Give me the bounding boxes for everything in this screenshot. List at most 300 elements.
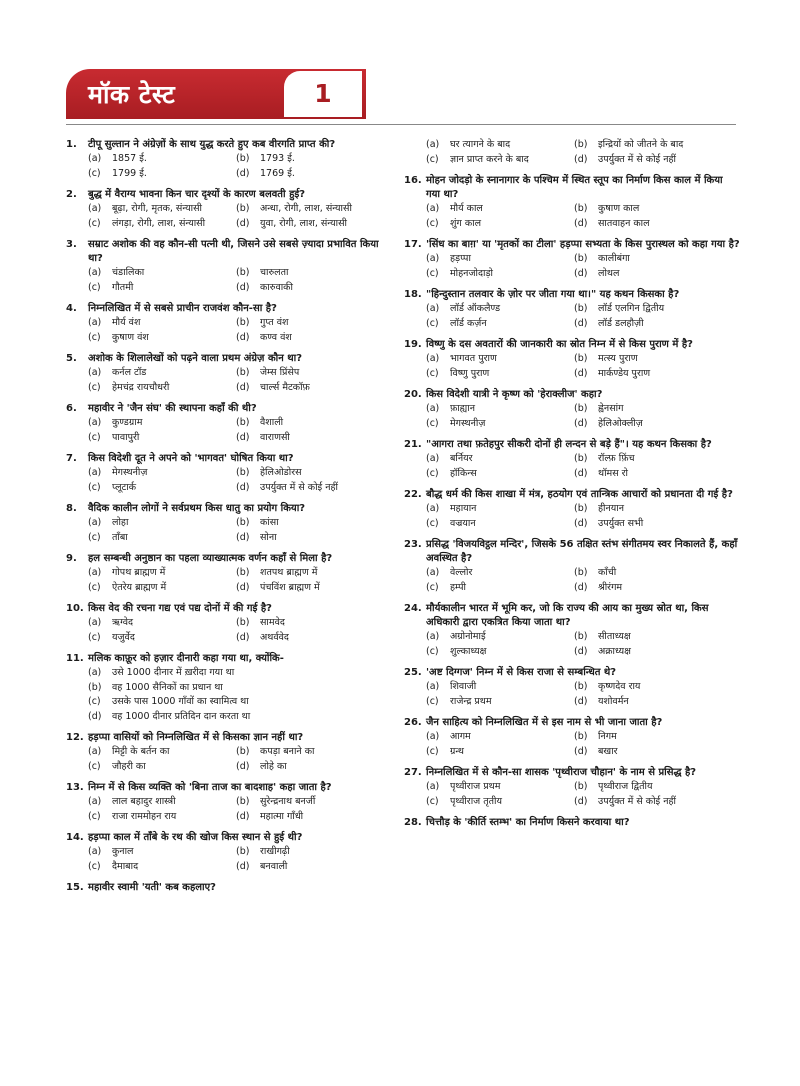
options-grid [88,745,396,774]
option-text: कुषाण काल [598,203,640,214]
question-item [404,716,740,759]
option-letter: (b) [236,567,250,578]
option-letter: (b) [236,517,250,528]
option-item [426,302,574,317]
option-letter: (a) [88,417,102,428]
option-letter: (d) [574,417,588,429]
question-text: 'अष्ट दिग्गज' निम्न में से किस राजा से सम्बन्धित थे? [426,667,617,678]
option-text: गौतमी [112,281,134,293]
option-item [426,417,574,432]
option-letter: (d) [574,695,588,707]
option-item [88,860,236,875]
option-text: उपर्युक्त में से कोई नहीं [598,795,676,807]
option-letter: (d) [574,517,588,529]
question-line [66,238,396,266]
question-number: 1. [66,139,77,150]
option-item [88,631,236,646]
question-item [66,352,396,395]
option-letter: (a) [88,367,102,378]
option-text: हड़प्पा [450,253,471,264]
option-item [236,431,396,446]
question-line [404,338,740,352]
option-item [236,760,396,775]
option-item [574,581,740,596]
question-line [404,602,740,630]
option-letter: (c) [88,431,101,443]
option-text: लंगड़ा, रोगी, लाश, संन्यासी [112,217,206,229]
option-item [574,730,740,745]
question-text: "आगरा तथा फ़तेहपुर सीकरी दोनों ही लन्दन से बड़े हैं"। यह कथन किसका है? [426,439,712,450]
option-text: लॉर्ड एलगिन द्वितीय [598,303,665,314]
question-number: 7. [66,453,77,464]
option-item [88,795,236,810]
option-item [88,281,236,296]
option-text: भागवत पुराण [450,353,497,364]
option-letter: (b) [236,153,250,164]
option-letter: (a) [426,567,440,578]
option-text: कपड़ा बनाने का [260,746,315,757]
option-letter: (d) [574,795,588,807]
option-letter: (d) [236,860,250,872]
question-item [66,552,396,595]
option-letter: (c) [426,367,439,379]
question-number: 25. [404,667,422,678]
option-letter: (b) [236,367,250,378]
test-header [66,69,366,119]
option-text: शुंग काल [450,217,482,229]
option-text: ह्वेनसांग [598,403,624,414]
option-text: पृथ्वीराज प्रथम [450,781,501,792]
question-line [404,238,740,252]
question-line [404,174,740,202]
question-line [404,288,740,302]
option-letter: (d) [574,217,588,229]
option-letter: (a) [426,453,440,464]
option-letter: (d) [236,760,250,772]
option-letter: (d) [236,810,250,822]
question-text: प्रसिद्ध 'विजयविट्ठल मन्दिर', जिसके 56 तक्षित स्तंभ संगीतमय स्वर निकालते हैं, कहाँ अवस्थित है? [426,539,738,564]
option-text: उसके पास 1000 गाँवों का स्वामित्व था [112,696,249,707]
option-item [574,153,740,168]
options-grid [88,616,396,645]
option-item [574,138,740,153]
option-text: बनवाली [260,860,288,872]
option-letter: (c) [426,581,439,593]
option-item [236,566,396,581]
options-grid [426,202,740,231]
option-letter: (b) [236,846,250,857]
question-item [66,652,396,724]
question-text: हल सम्बन्धी अनुष्ठान का पहला व्याख्यात्मक वर्णन कहाँ से मिला है? [88,553,333,564]
option-letter: (c) [426,645,439,657]
option-letter: (a) [88,203,102,214]
option-item [426,267,574,282]
options-grid [88,566,396,595]
option-text: शिवाजी [450,681,477,692]
option-letter: (d) [236,381,250,393]
option-item [236,202,396,217]
option-text: महायान [450,503,477,514]
option-letter: (a) [426,503,440,514]
option-item [236,810,396,825]
option-text: ताँबा [112,531,128,543]
option-item [88,466,236,481]
option-item [574,302,740,317]
options-grid [426,252,740,281]
option-item [426,202,574,217]
page-title: मॉक टेस्ट [88,80,176,109]
option-item [236,860,396,875]
option-text: मौर्य काल [450,203,483,214]
option-text: वैशाली [260,417,284,428]
option-item [236,366,396,381]
header-divider [66,124,736,125]
question-text: हड़प्पा काल में ताँबे के रथ की खोज किस स्थान से हुई थी? [88,832,303,843]
option-item [426,645,574,660]
options-grid [426,680,740,709]
options-grid [88,202,396,231]
option-letter: (d) [236,431,250,443]
option-text: हॉकिन्स [450,467,477,479]
option-text: कुनाल [112,846,134,857]
option-item [236,481,396,496]
option-text: गुप्त वंश [260,317,289,328]
option-item [236,381,396,396]
question-text: अशोक के शिलालेखों को पढ़ने वाला प्रथम अंग्रेज़ कौन था? [88,353,303,364]
option-text: कण्व वंश [260,331,292,343]
option-text: यजुर्वेद [112,631,135,643]
option-item [574,252,740,267]
option-item [426,452,574,467]
option-letter: (c) [88,381,101,393]
option-text: कालीबंगा [598,253,630,264]
option-letter: (a) [88,746,102,757]
question-item [404,338,740,381]
options-grid [426,780,740,809]
option-letter: (b) [574,681,588,692]
question-text: जैन साहित्य को निम्नलिखित में से इस नाम से भी जाना जाता है? [426,717,663,728]
question-item [404,488,740,531]
option-item [236,167,396,182]
question-line [66,138,396,152]
option-letter: (b) [574,631,588,642]
question-number: 16. [404,175,422,186]
option-letter: (a) [426,253,440,264]
option-letter: (a) [426,681,440,692]
option-letter: (d) [574,581,588,593]
option-text: मिट्टी के बर्तन का [112,746,170,757]
option-text: उसे 1000 दीनार में ख़रीदा गया था [112,667,235,678]
option-text: वेल्लोर [450,567,473,578]
right-column [404,138,740,837]
option-item [574,352,740,367]
options-grid [426,402,740,431]
option-item [574,502,740,517]
option-letter: (d) [236,281,250,293]
option-letter: (a) [88,617,102,628]
option-item [426,138,574,153]
option-text: थॉमस रो [598,467,628,479]
option-text: सामवेद [260,617,285,628]
question-text: बौद्ध धर्म की किस शाखा में मंत्र, हठयोग एवं तान्त्रिक आचारों को प्रधानता दी गई है? [426,489,733,500]
question-text: मोहन जोदड़ो के स्नानागार के पश्चिम में स्थित स्तूप का निर्माण किस काल में किया गया था? [426,175,723,200]
option-letter: (b) [574,139,588,150]
option-letter: (c) [88,281,101,293]
option-letter: (b) [574,203,588,214]
option-letter: (c) [88,581,101,593]
option-text: अन्धा, रोगी, लाश, संन्यासी [260,203,352,214]
option-letter: (a) [426,303,440,314]
options-grid [426,730,740,759]
option-letter: (b) [574,353,588,364]
option-letter: (a) [426,403,440,414]
option-item [88,416,236,431]
question-line [404,666,740,680]
question-line [66,602,396,616]
option-text: फ़ाह्यान [450,403,475,414]
option-item [574,402,740,417]
option-item [88,616,236,631]
option-item [236,217,396,232]
question-item [66,138,396,181]
option-letter: (d) [574,467,588,479]
option-item [88,666,396,681]
option-letter: (a) [426,781,440,792]
question-text: चित्तौड़ के 'कीर्ति स्तम्भ' का निर्माण किसने करवाया था? [426,817,630,828]
option-text: वह 1000 सैनिकों का प्रधान था [112,681,223,693]
option-letter: (d) [236,331,250,343]
option-letter: (c) [426,745,439,757]
options-grid [88,845,396,874]
option-letter: (c) [426,153,439,165]
option-text: यशोवर्मन [598,695,629,707]
option-text: कर्नल टॉड [112,367,147,378]
options-grid [88,516,396,545]
option-text: सुरेन्द्रनाथ बनर्जी [260,796,316,807]
option-text: लोहे का [260,760,287,772]
option-text: 1793 ई. [260,153,295,164]
option-text: श्रीरंगम [598,581,623,593]
option-letter: (c) [426,467,439,479]
option-item [426,695,574,710]
option-letter: (c) [88,696,101,707]
option-item [426,352,574,367]
question-item [66,731,396,774]
option-letter: (b) [236,203,250,214]
question-item [66,402,396,445]
question-number: 24. [404,603,422,614]
option-item [88,581,236,596]
option-text: इन्द्रियों को जीतने के बाद [598,139,684,150]
option-text: राजेन्द्र प्रथम [450,695,492,707]
option-letter: (b) [574,253,588,264]
option-text: विष्णु पुराण [450,367,490,379]
question-line [66,402,396,416]
option-item [574,780,740,795]
option-letter: (a) [426,631,440,642]
option-text: अथर्ववेद [260,631,289,643]
question-item [66,881,396,895]
option-text: जौहरी का [112,760,146,772]
option-item [88,331,236,346]
option-text: महात्मा गाँधी [260,810,304,822]
option-letter: (d) [236,531,250,543]
option-text: राजा राममोहन राय [112,810,177,822]
option-letter: (d) [574,317,588,329]
option-text: उपर्युक्त में से कोई नहीं [260,481,338,493]
option-item [426,252,574,267]
question-text: सम्राट अशोक की वह कौन-सी पत्नी थी, जिसने उसे सबसे ज़्यादा प्रभावित किया था? [88,239,379,264]
option-item [574,630,740,645]
question-text: विष्णु के दस अवतारों की जानकारी का स्रोत निम्न में से किस पुराण में है? [426,339,693,350]
option-item [236,795,396,810]
question-number: 18. [404,289,422,300]
option-item [236,152,396,167]
option-text: अक्राध्यक्ष [598,645,631,657]
options-grid [426,302,740,331]
question-number: 3. [66,239,77,250]
option-item [426,745,574,760]
question-number: 10. [66,603,84,614]
option-item [574,267,740,282]
option-item [426,517,574,532]
option-letter: (d) [88,710,102,722]
option-item [236,466,396,481]
option-text: घर त्यागने के बाद [450,139,511,150]
option-item [88,516,236,531]
option-letter: (b) [236,417,250,428]
option-letter: (a) [88,796,102,807]
option-text: लॉर्ड कर्ज़न [450,317,487,329]
question-line [66,781,396,795]
option-text: मेगस्थनीज़ [450,417,486,429]
option-item [426,367,574,382]
option-text: ग्रन्थ [450,745,464,757]
option-text: हेमचंद्र रायचौधरी [112,381,170,393]
option-text: कुण्डग्राम [112,417,143,428]
question-item [66,188,396,231]
test-number-box [284,71,362,117]
question-line [404,716,740,730]
question-item [404,666,740,709]
option-text: हेलिओक्लीज़ [598,417,643,429]
question-number: 12. [66,732,84,743]
question-text: निम्नलिखित में से सबसे प्राचीन राजवंश कौन-सा है? [88,303,277,314]
option-text: मोहनजोदाड़ो [450,267,494,279]
question-line [404,488,740,502]
option-item [88,531,236,546]
option-text: आगम [450,731,471,742]
option-item [574,645,740,660]
question-number: 20. [404,389,422,400]
option-text: कारुवाकी [260,281,293,293]
question-item [404,388,740,431]
question-text: टीपू सुल्तान ने अंग्रेज़ों के साथ युद्ध करते हुए कब वीरगति प्राप्त की? [88,139,336,150]
options-grid [426,502,740,531]
option-item [574,745,740,760]
question-number: 27. [404,767,422,778]
option-letter: (a) [426,731,440,742]
question-item [404,288,740,331]
option-letter: (b) [88,681,102,693]
option-letter: (c) [426,217,439,229]
question-text: मलिक काफ़ूर को हज़ार दीनारी कहा गया था, क्योंकि- [88,653,284,664]
option-item [236,281,396,296]
option-text: सोना [260,531,277,543]
option-text: लोथल [598,267,620,279]
option-item [88,431,236,446]
option-item [88,810,236,825]
option-text: बूढ़ा, रोगी, मृतक, संन्यासी [112,203,202,214]
option-letter: (d) [574,153,588,165]
option-item [426,730,574,745]
question-text: मौर्यकालीन भारत में भूमि कर, जो कि राज्य की आय का मुख्य स्रोत था, किस अधिकारी द्वारा एकत्रित किया जाता था? [426,603,709,628]
question-number: 17. [404,239,422,250]
question-line [66,352,396,366]
option-letter: (d) [236,217,250,229]
option-text: रॉल्फ़ फ़िंच [598,453,635,464]
options-grid [88,666,396,724]
option-text: चारुलता [260,267,289,278]
option-text: हीनयान [598,503,625,514]
option-item [426,780,574,795]
question-line [66,452,396,466]
question-number: 14. [66,832,84,843]
option-letter: (c) [426,695,439,707]
question-text: किस विदेशी दूत ने अपने को 'भागवत' घोषित किया था? [88,453,294,464]
option-text: 1799 ई. [112,167,147,179]
question-text: महावीर ने 'जैन संघ' की स्थापना कहाँ की थी? [88,403,257,414]
option-letter: (b) [236,617,250,628]
option-text: हम्पी [450,581,466,593]
option-item [88,681,396,696]
option-letter: (b) [574,567,588,578]
option-text: हेलिओडोरस [260,467,302,478]
option-item [574,217,740,232]
options-grid [426,352,740,381]
option-text: युवा, रोगी, लाश, संन्यासी [260,217,347,229]
option-text: कांसा [260,517,279,528]
option-item [236,581,396,596]
option-letter: (d) [574,645,588,657]
question-item [404,766,740,809]
option-letter: (c) [88,810,101,822]
question-number: 28. [404,817,422,828]
question-item [404,238,740,281]
option-text: ऋग्वेद [112,617,134,628]
option-item [426,795,574,810]
option-item [88,481,236,496]
question-text: किस विदेशी यात्री ने कृष्ण को 'हेराक्लीज' कहा? [426,389,603,400]
test-number: 1 [314,79,332,108]
option-text: पृथ्वीराज द्वितीय [598,781,653,792]
option-item [426,502,574,517]
option-item [88,710,396,725]
option-item [236,631,396,646]
question-text: "हिन्दुस्तान तलवार के ज़ोर पर जीता गया था।" यह कथन किसका है? [426,289,680,300]
question-number: 9. [66,553,77,564]
option-item [426,402,574,417]
question-item [66,302,396,345]
option-text: मत्स्य पुराण [598,353,638,364]
question-line [66,552,396,566]
question-line [66,302,396,316]
option-text: उपर्युक्त सभी [598,517,644,529]
option-letter: (c) [88,331,101,343]
option-item [88,845,236,860]
question-text: निम्न में से किस व्यक्ति को 'बिना ताज का बादशाह' कहा जाता है? [88,782,332,793]
question-item [66,452,396,495]
